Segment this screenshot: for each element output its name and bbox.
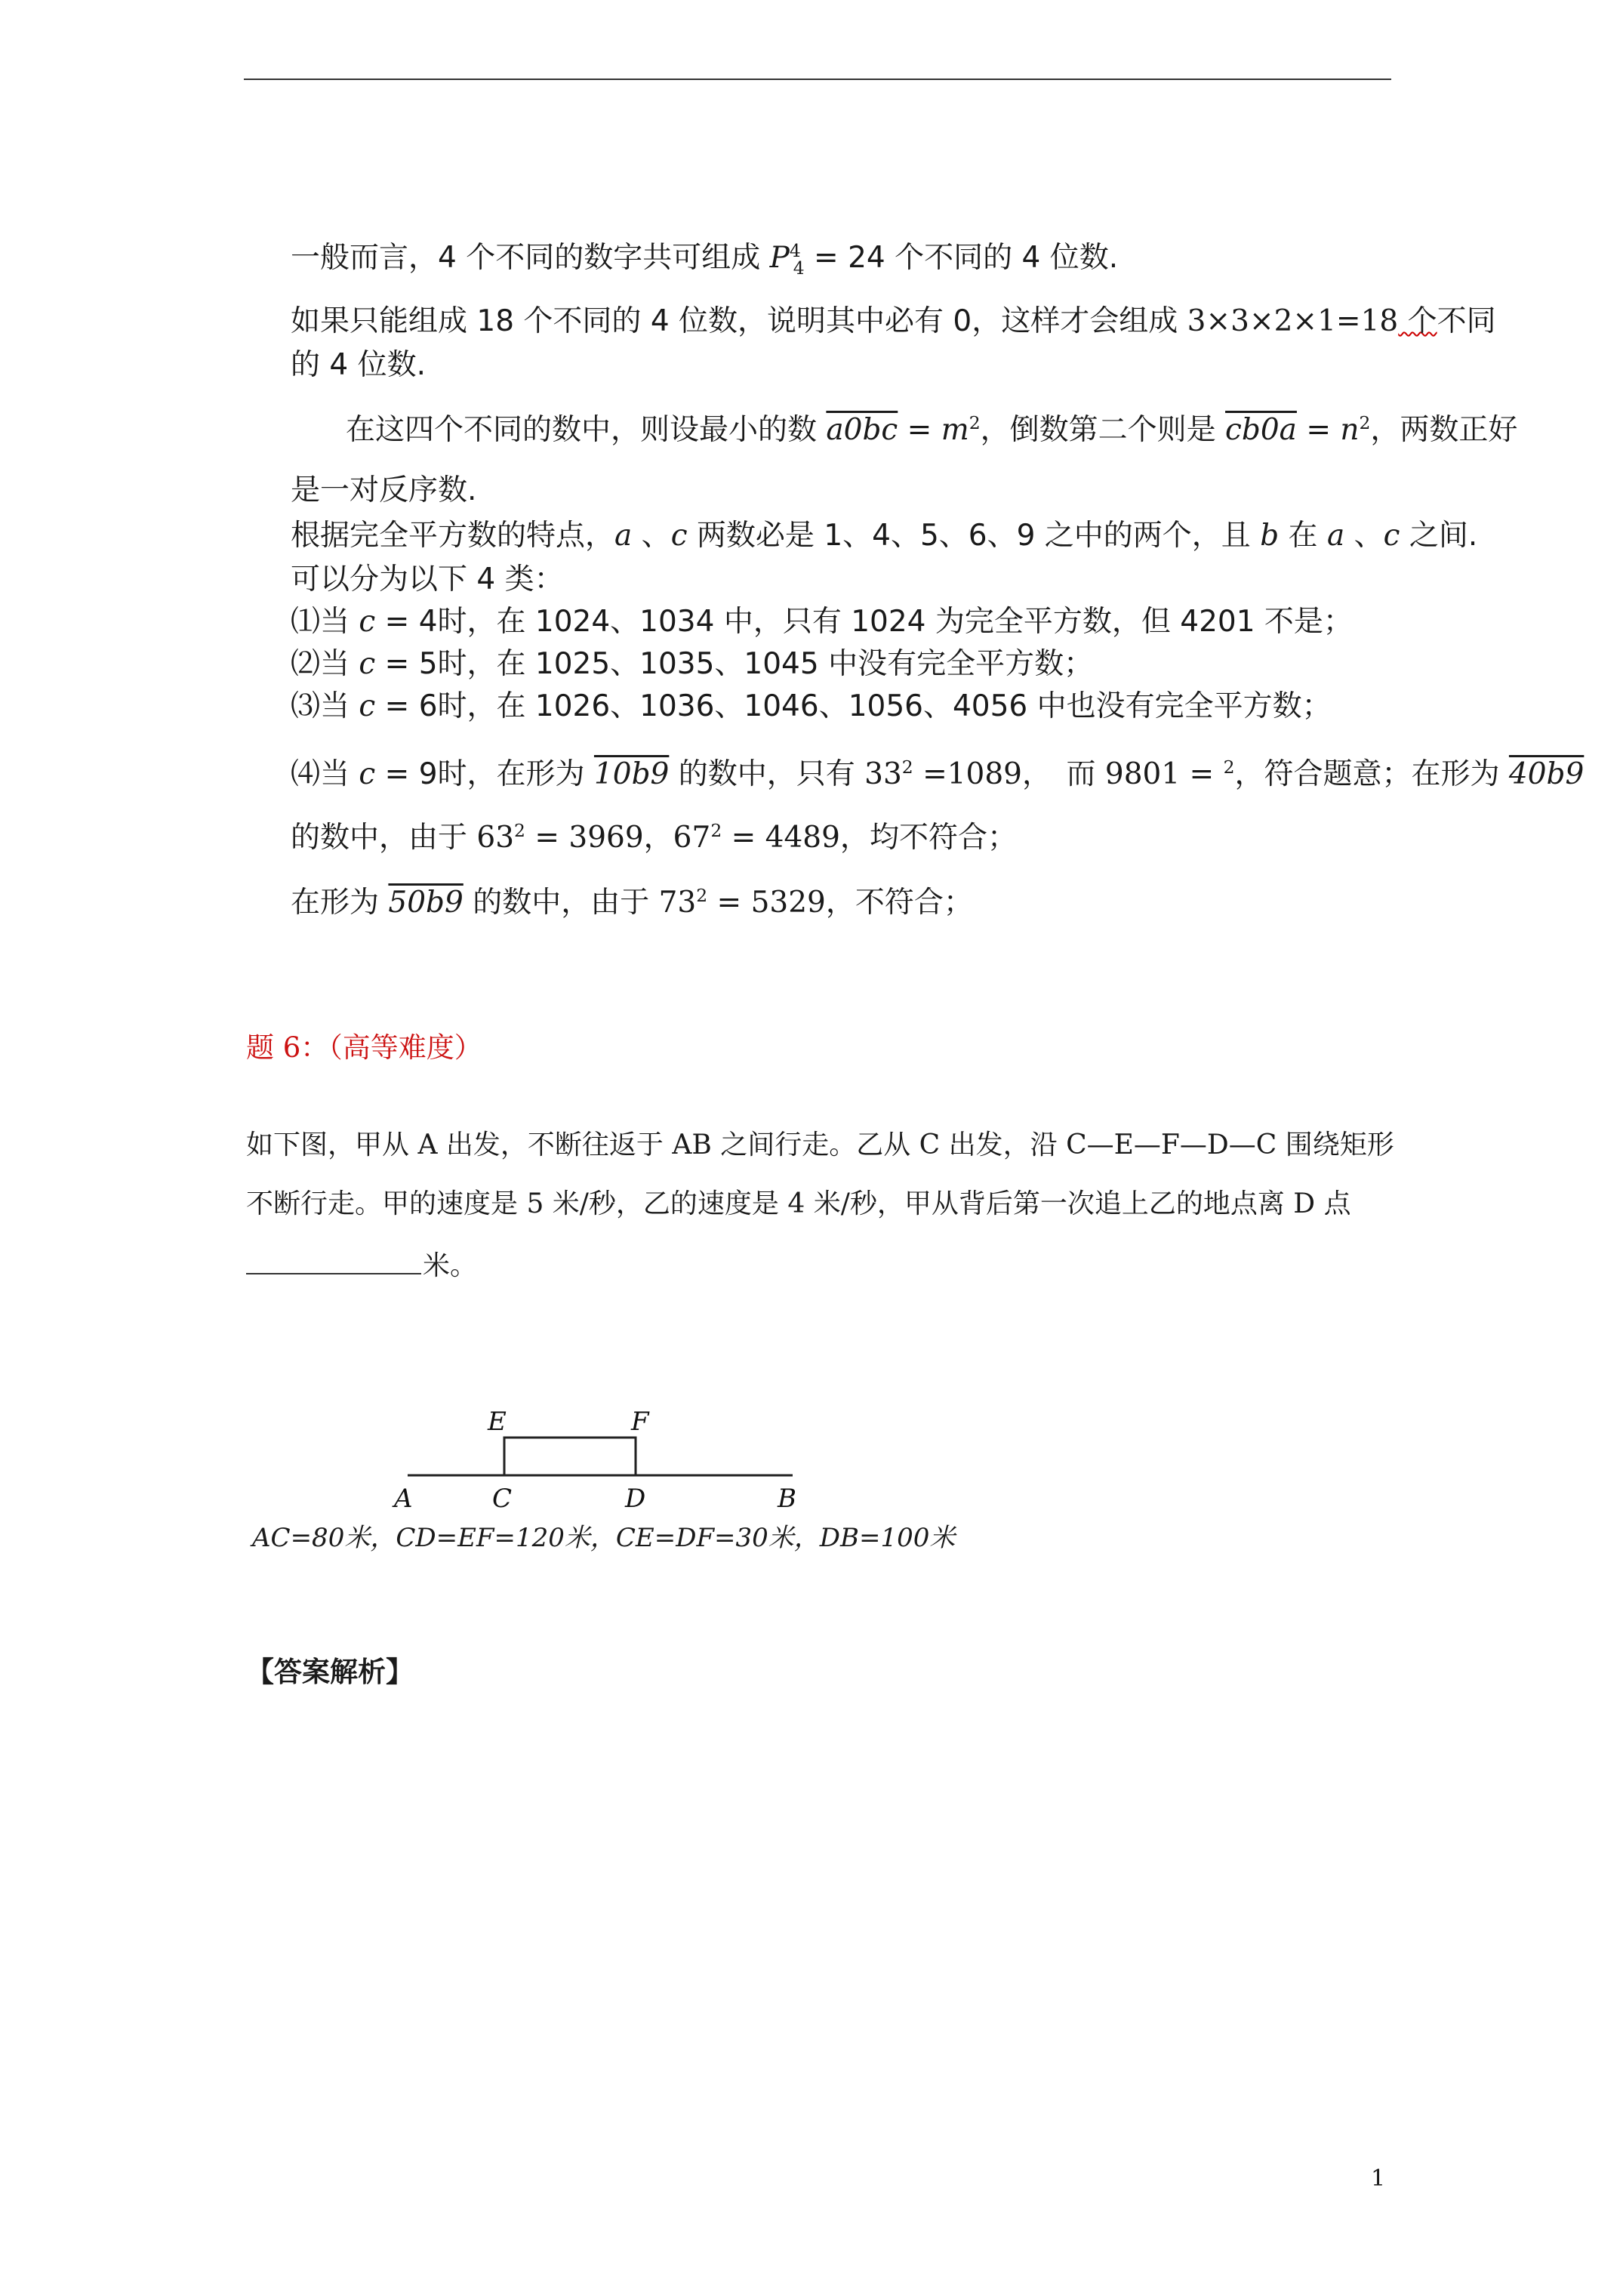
rectangle-path-diagram <box>391 1403 814 1516</box>
label-d: D <box>625 1484 646 1514</box>
case-1: ⑴当 c = 4时，在 1024、1034 中，只有 1024 为完全平方数，但 4201 不是； <box>291 605 1353 639</box>
answer-heading: 【答案解析】 <box>246 1655 414 1688</box>
solution-line-6: 根据完全平方数的特点，a 、c 两数必是 1、4、5、6、9 之中的两个，且 b 在 a 、c 之间. <box>291 519 1478 553</box>
solution-line-5: 是一对反序数. <box>291 473 477 507</box>
page-number: 1 <box>1371 2165 1386 2192</box>
question-line-1: 如下图，甲从 A 出发，不断往返于 AB 之间行走。乙从 C 出发，沿 C—E—F—D—C 围绕矩形 <box>246 1130 1394 1160</box>
case-3: ⑶当 c = 6时，在 1026、1036、1046、1056、4056 中也没有完全平方数； <box>291 689 1332 723</box>
case-4: ⑷当 c = 9时，在形为 10b9 的数中，只有 $33^2 =1089$， 而 9801 = $^2$，符合题意；在形为 40b9 <box>291 757 1585 791</box>
label-f: F <box>631 1407 649 1437</box>
label-b: B <box>778 1484 796 1514</box>
solution-line-1: 一般而言，4 个不同的数字共可组成 $P^4_4 = 24$ 个不同的 4 位数. <box>291 240 1119 279</box>
label-c: C <box>492 1484 513 1514</box>
question-line-2: 不断行走。甲的速度是 5 米/秒，乙的速度是 4 米/秒，甲从背后第一次追上乙的地点离 D 点 <box>246 1188 1351 1219</box>
case-2: ⑵当 c = 5时，在 1025、1035、1045 中没有完全平方数； <box>291 647 1094 681</box>
rectangle-cefd <box>504 1438 636 1475</box>
solution-line-7: 可以分为以下 4 类： <box>291 562 564 596</box>
diagram-caption: AC=80米，CD=EF=120米，CE=DF=30米，DB=100米 <box>252 1523 956 1553</box>
answer-blank[interactable] <box>246 1244 421 1274</box>
case-4-line-2: 的数中，由于 $63^2 = 3969$，$67^2 = 4489$，均不符合； <box>291 820 1017 855</box>
solution-line-2: 如果只能组成 18 个不同的 4 位数，说明其中必有 0，这样才会组成 3×3×2×1=18 个不同 <box>291 304 1496 338</box>
question-title: 题 6：（高等难度） <box>246 1031 482 1064</box>
solution-line-3: 的 4 位数. <box>291 348 427 382</box>
label-e: E <box>488 1407 507 1437</box>
solution-line-4: 在这四个不同的数中，则设最小的数 $a0bc = m^2$，倒数第二个则是 $cb0a = n^2$，两数正好 <box>346 412 1518 447</box>
question-line-3: 米。 <box>246 1244 477 1285</box>
case-4-line-3: 在形为 50b9 的数中，由于 $73^2 = 5329$，不符合； <box>291 885 973 920</box>
header-rule <box>244 79 1391 80</box>
label-a: A <box>394 1484 413 1514</box>
